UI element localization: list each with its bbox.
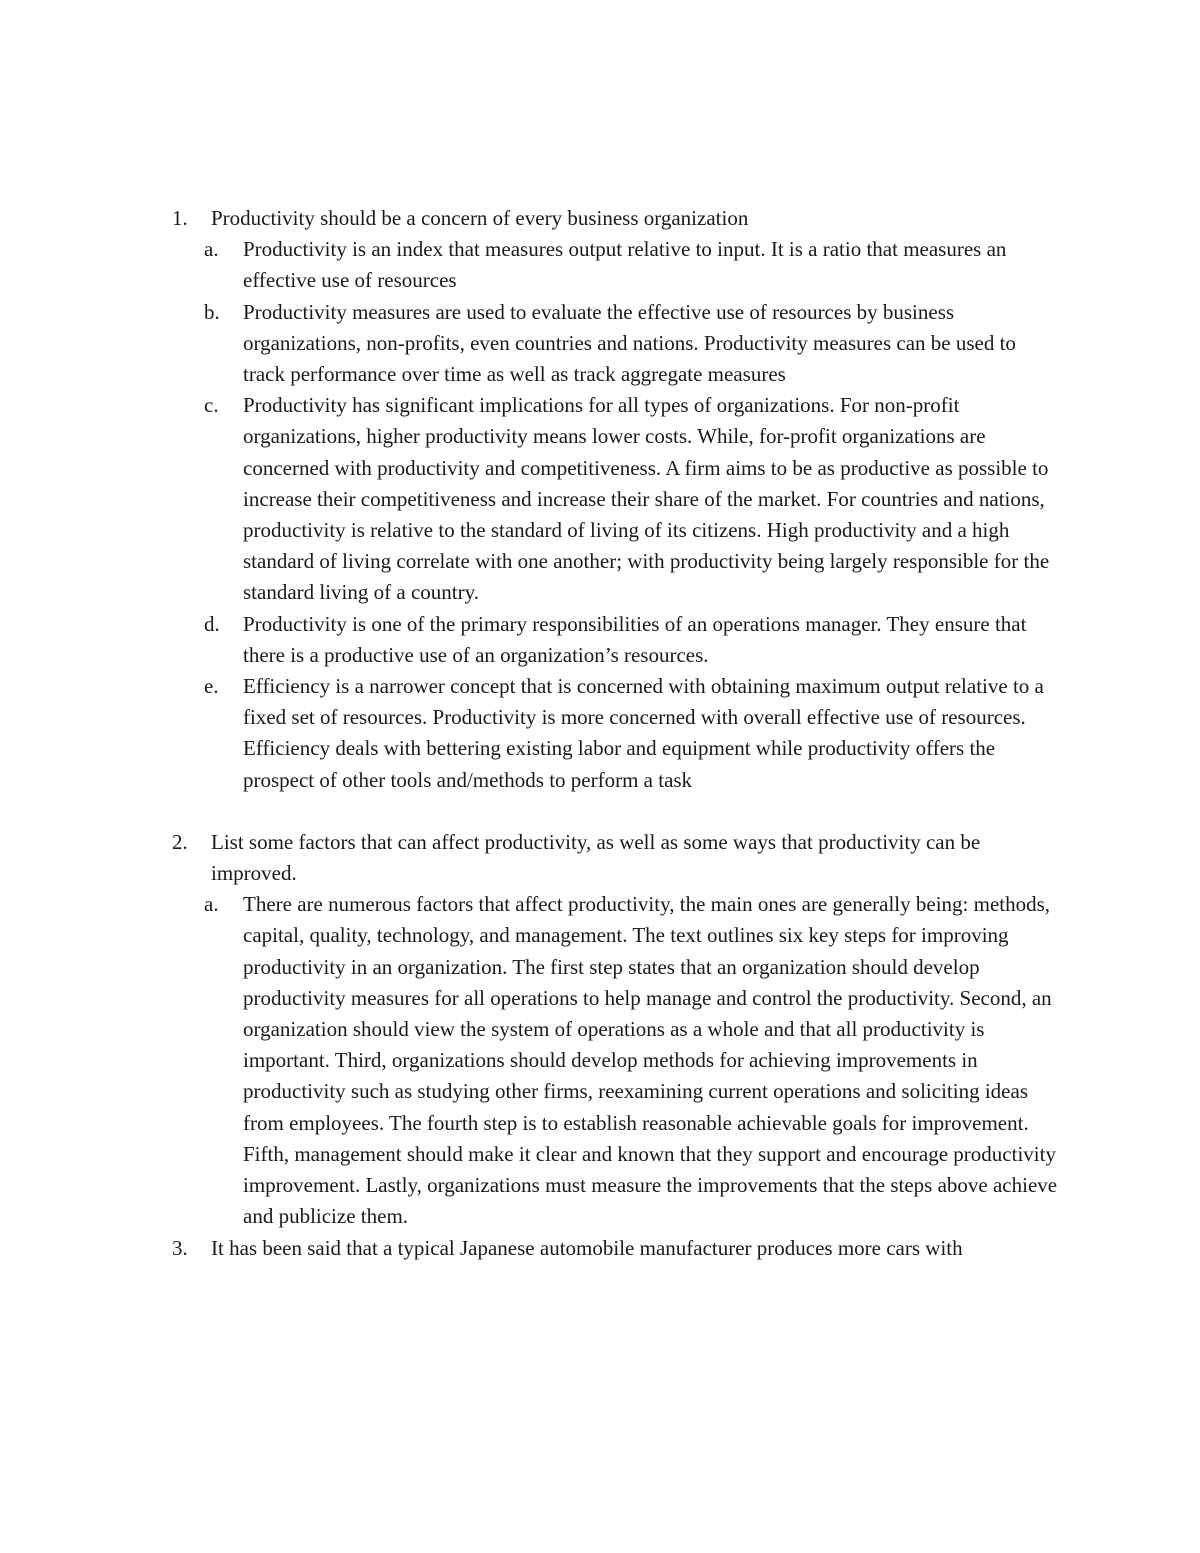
answer-letter: e. (204, 674, 219, 699)
answer-item (172, 297, 1062, 391)
answer-letter: d. (204, 611, 220, 636)
question-number: 1. (172, 206, 188, 230)
answer-text: Productivity has significant implications for all types of organizations. For non-profit organizations, higher productivity means lower costs. While, for-profit organizations are concerned with productivity and competitiveness. A firm aims to be as productive as possible to increase their competitiveness and increase their share of the market. For countries and nations, productivity is relative to the standard of living of its citizens. High productivity and a high standard of living correlate with one another; with productivity being largely responsible for the standard living of a country. (243, 393, 1050, 605)
answer-list (172, 234, 1062, 796)
answer-item (172, 609, 1062, 671)
question-3 (172, 1233, 1062, 1264)
answer-item (172, 671, 1062, 796)
answer-text: Productivity measures are used to evaluate the effective use of resources by business organizations, non-profits, even countries and nations. Productivity measures can be used to track performance over time as well as track aggregate measures (243, 299, 1016, 387)
answer-item (172, 889, 1062, 1232)
answer-text: Productivity is one of the primary responsibilities of an operations manager. They ensure that there is a productive use of an organization’s resources. (243, 611, 1027, 667)
answer-text: Productivity is an index that measures output relative to input. It is a ratio that measures an effective use of resources (243, 237, 1007, 293)
question-text: List some factors that can affect productivity, as well as some ways that productivity can be improved. (211, 829, 981, 886)
question-text: It has been said that a typical Japanese automobile manufacturer produces more cars with (211, 1235, 963, 1260)
blank-line (172, 796, 1062, 827)
answer-item (172, 234, 1062, 296)
question-number: 3. (172, 1235, 188, 1260)
answer-item (172, 390, 1062, 608)
answer-text: There are numerous factors that affect productivity, the main ones are generally being: methods, capital, quality, technology, and management. The text outlines six key steps for improving productivity in an organization. The first step states that an organization should develop productivity measures for all operations to help manage and control the productivity. Second, an organization should view the system of operations as a whole and that all productivity is important. Third, organizations should develop methods for achieving improvements in productivity such as studying other firms, reexamining current operations and soliciting ideas from employees. The fourth step is to establish reasonable achievable goals for improvement. Fifth, management should make it clear and known that they support and encourage productivity improvement. Lastly, organizations must measure the improvements that the steps above achieve and publicize them. (243, 892, 1058, 1229)
question-number: 2. (172, 829, 188, 854)
question-1 (172, 203, 1062, 234)
answer-letter: c. (204, 393, 219, 418)
answer-list (172, 889, 1062, 1232)
answer-letter: b. (204, 299, 220, 324)
answer-letter: a. (204, 237, 219, 262)
answer-letter: a. (204, 892, 219, 917)
question-2 (172, 827, 1062, 889)
document-body (172, 203, 1062, 1264)
question-text: Productivity should be a concern of every business organization (211, 206, 749, 230)
answer-text: Efficiency is a narrower concept that is concerned with obtaining maximum output relative to a fixed set of resources. Productivity is more concerned with overall effective use of resources. Efficiency deals with bettering existing labor and equipment while productivity offers the prospect of other tools and/methods to perform a task (243, 674, 1044, 792)
